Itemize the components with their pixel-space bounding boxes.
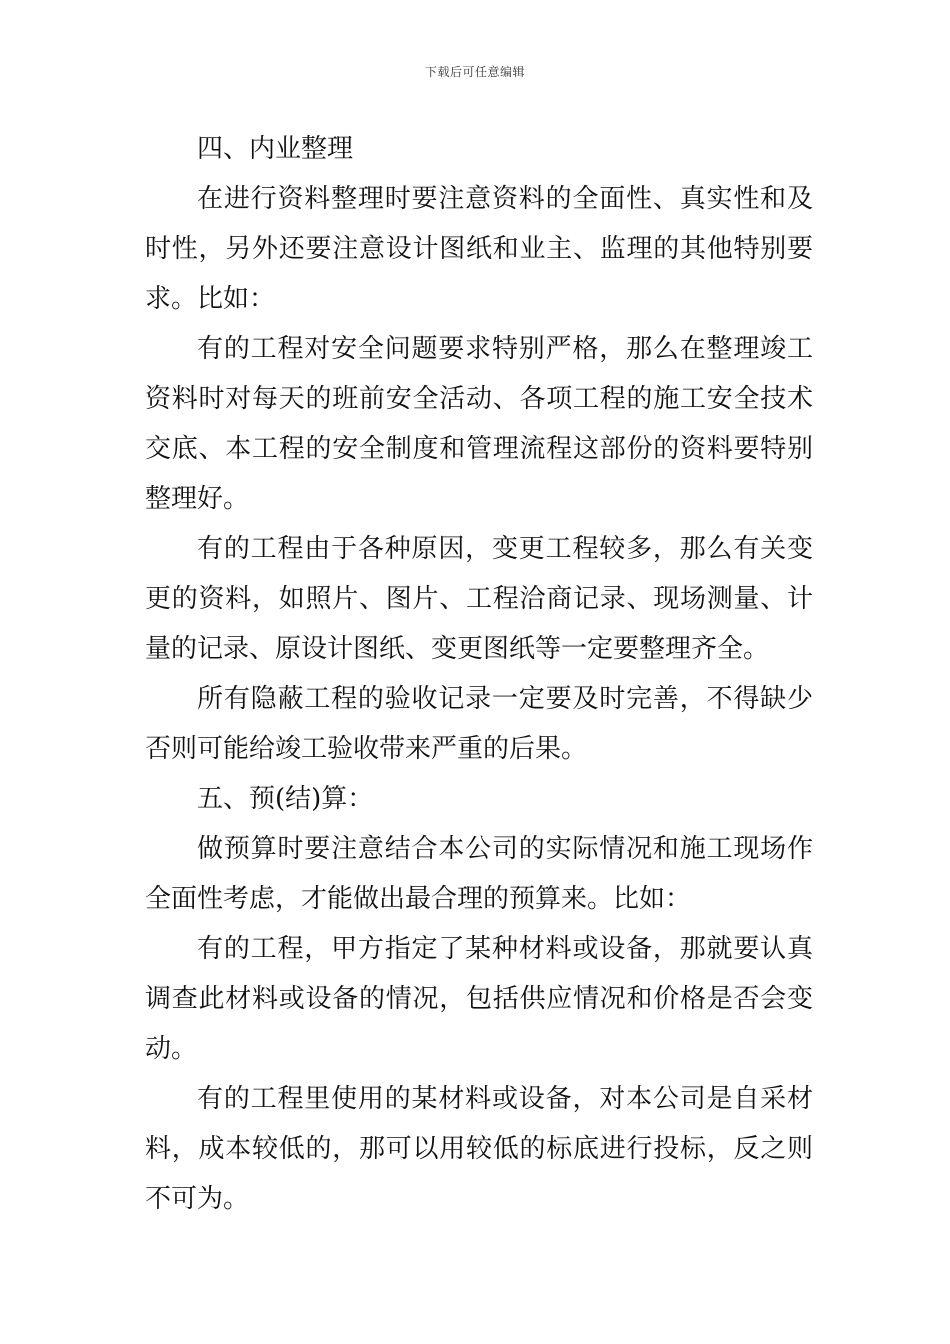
paragraph: 有的工程，甲方指定了某种材料或设备，那就要认真调查此材料或设备的情况，包括供应情况和价格是否会变动。 <box>145 934 813 1064</box>
document-body <box>145 124 813 1224</box>
paragraph: 所有隐蔽工程的验收记录一定要及时完善，不得缺少否则可能给竣工验收带来严重的后果。 <box>145 684 813 764</box>
section-heading-internal-work: 四、内业整理 <box>197 134 354 164</box>
section-heading-budget: 五、预(结)算： <box>197 784 374 814</box>
page-header: 下载后可任意编辑 <box>424 65 525 79</box>
paragraph: 有的工程由于各种原因，变更工程较多，那么有关变更的资料，如照片、图片、工程洽商记录、现场测量、计量的记录、原设计图纸、变更图纸等一定要整理齐全。 <box>145 534 813 664</box>
paragraph: 有的工程对安全问题要求特别严格，那么在整理竣工资料时对每天的班前安全活动、各项工程的施工安全技术交底、本工程的安全制度和管理流程这部份的资料要特别整理好。 <box>145 334 813 514</box>
paragraph: 在进行资料整理时要注意资料的全面性、真实性和及时性，另外还要注意设计图纸和业主、监理的其他特别要求。比如： <box>145 184 813 314</box>
paragraph: 做预算时要注意结合本公司的实际情况和施工现场作全面性考虑，才能做出最合理的预算来。比如： <box>145 834 813 914</box>
paragraph: 有的工程里使用的某材料或设备，对本公司是自采材料，成本较低的，那可以用较低的标底进行投标，反之则不可为。 <box>145 1084 813 1214</box>
